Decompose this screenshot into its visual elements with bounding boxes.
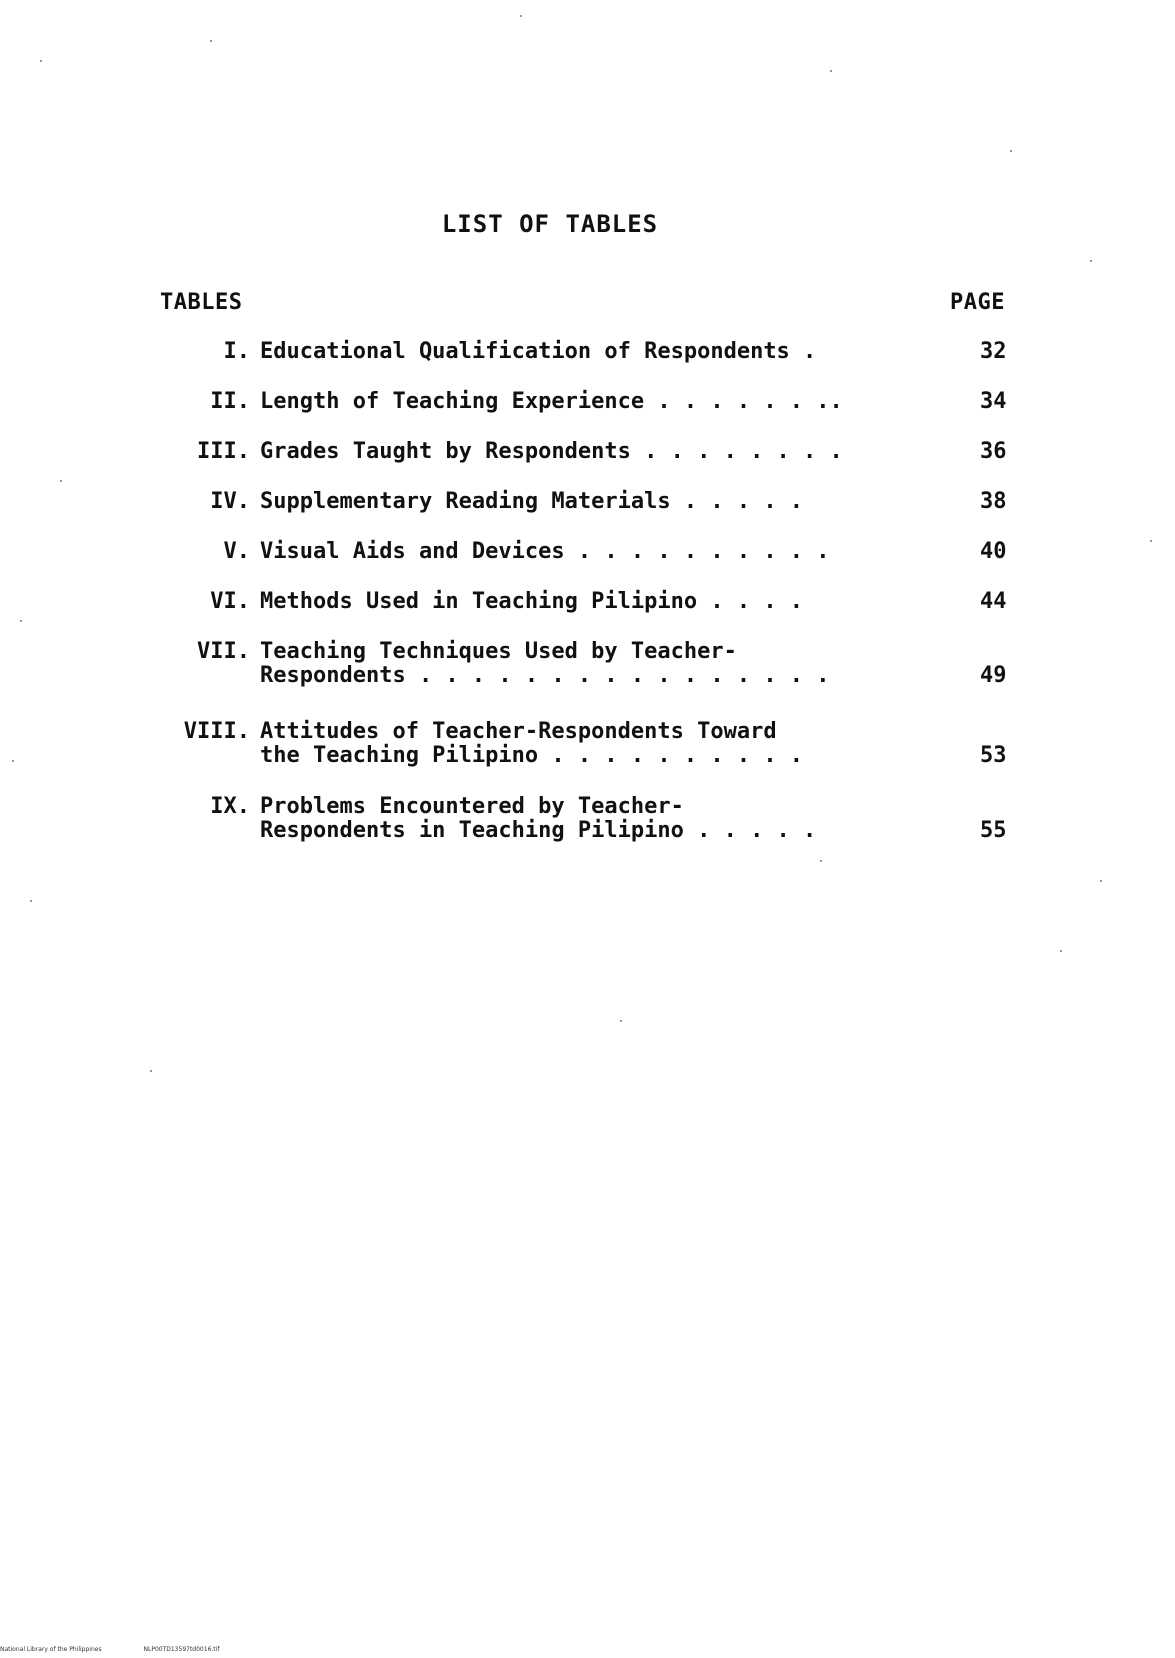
table-numeral: IV.: [210, 489, 250, 514]
table-numeral: VI.: [210, 589, 250, 614]
table-numeral: II.: [210, 389, 250, 414]
table-page-number: 38: [980, 489, 1007, 514]
scan-footer: [0, 1646, 259, 1653]
table-title: Length of Teaching Experience . . . . . . ..: [260, 389, 843, 414]
table-title: Methods Used in Teaching Pilipino . . . .: [260, 589, 804, 614]
table-numeral: VIII.: [183, 719, 250, 744]
table-title: Supplementary Reading Materials . . . . .: [260, 489, 804, 514]
table-title: Grades Taught by Respondents . . . . . . . .: [260, 439, 843, 464]
table-page-number: 44: [980, 589, 1007, 614]
footer-filename: NLP00TD13597td0016.tif: [143, 1646, 220, 1653]
table-page-number: 49: [980, 663, 1007, 688]
table-page-number: 53: [980, 743, 1007, 768]
table-numeral: IX.: [210, 794, 250, 819]
table-numeral: VII.: [197, 639, 250, 664]
table-numeral: V.: [223, 539, 250, 564]
table-page-number: 34: [980, 389, 1007, 414]
table-title: Problems Encountered by Teacher- Respondents in Teaching Pilipino . . . . .: [260, 794, 817, 843]
table-title: Visual Aids and Devices . . . . . . . . . .: [260, 539, 830, 564]
table-title: Attitudes of Teacher-Respondents Toward the Teaching Pilipino . . . . . . . . . .: [260, 719, 804, 768]
table-numeral: I.: [223, 339, 250, 364]
table-numeral: III.: [197, 439, 250, 464]
table-page-number: 32: [980, 339, 1007, 364]
page-title: LIST OF TABLES: [441, 210, 659, 238]
table-page-number: 40: [980, 539, 1007, 564]
table-title: Teaching Techniques Used by Teacher- Respondents . . . . . . . . . . . . . . . .: [260, 639, 830, 688]
table-title: Educational Qualification of Respondents .: [260, 339, 817, 364]
table-page-number: 55: [980, 818, 1007, 843]
page-column-header: PAGE: [950, 290, 1005, 315]
table-page-number: 36: [980, 439, 1007, 464]
tables-column-header: TABLES: [160, 290, 243, 315]
footer-source: National Library of the Philippines: [0, 1646, 102, 1653]
